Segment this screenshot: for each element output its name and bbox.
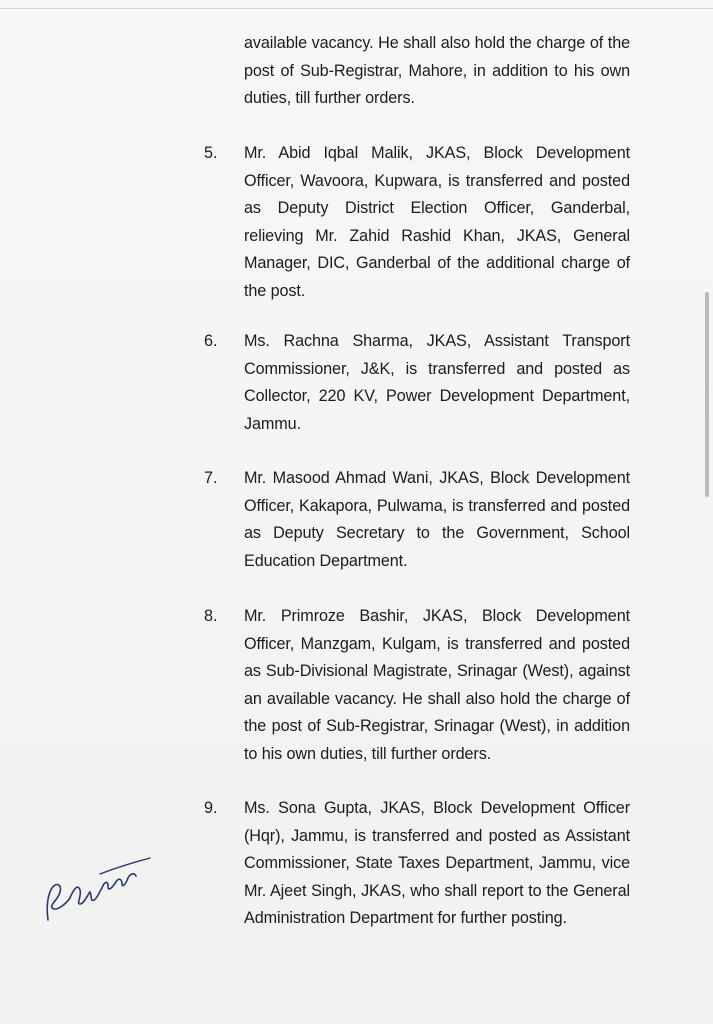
scrollbar-thumb[interactable]	[705, 292, 709, 497]
item-9-number: 9.	[204, 799, 218, 817]
continuation-paragraph: available vacancy. He shall also hold the charge of the post of Sub-Registrar, Mahore, in addition to his own duties, till further orders.	[244, 34, 630, 107]
handwritten-signature	[40, 848, 160, 928]
item-5-number: 5.	[204, 144, 218, 162]
item-8-text: Mr. Primroze Bashir, JKAS, Block Development Officer, Manzgam, Kulgam, is transferred and posted as Sub-Divisional Magistrate, Srinagar (West), against an available vacancy. He shall also hold the charge of the post of Sub-Registrar, Srinagar (West), in addition to his own duties, till further orders.	[244, 607, 630, 763]
item-7-text: Mr. Masood Ahmad Wani, JKAS, Block Development Officer, Kakapora, Pulwama, is transferred and posted as Deputy Secretary to the Government, School Education Department.	[244, 469, 630, 570]
item-8-number: 8.	[204, 607, 218, 625]
item-6-number: 6.	[204, 332, 218, 350]
item-5-text: Mr. Abid Iqbal Malik, JKAS, Block Development Officer, Wavoora, Kupwara, is transferred and posted as Deputy District Election Officer, Ganderbal, relieving Mr. Zahid Rashid Khan, JKAS, General Manager, DIC, Ganderbal of the additional charge of the post.	[244, 144, 630, 300]
item-7-number: 7.	[204, 469, 218, 487]
top-divider	[0, 8, 713, 9]
item-6-text: Ms. Rachna Sharma, JKAS, Assistant Transport Commissioner, J&K, is transferred and posted as Collector, 220 KV, Power Development Department, Jammu.	[244, 332, 630, 433]
item-9-text: Ms. Sona Gupta, JKAS, Block Development Officer (Hqr), Jammu, is transferred and posted as Assistant Commissioner, State Taxes Department, Jammu, vice Mr. Ajeet Singh, JKAS, who shall report to the General Administration Department for further posting.	[244, 799, 630, 927]
